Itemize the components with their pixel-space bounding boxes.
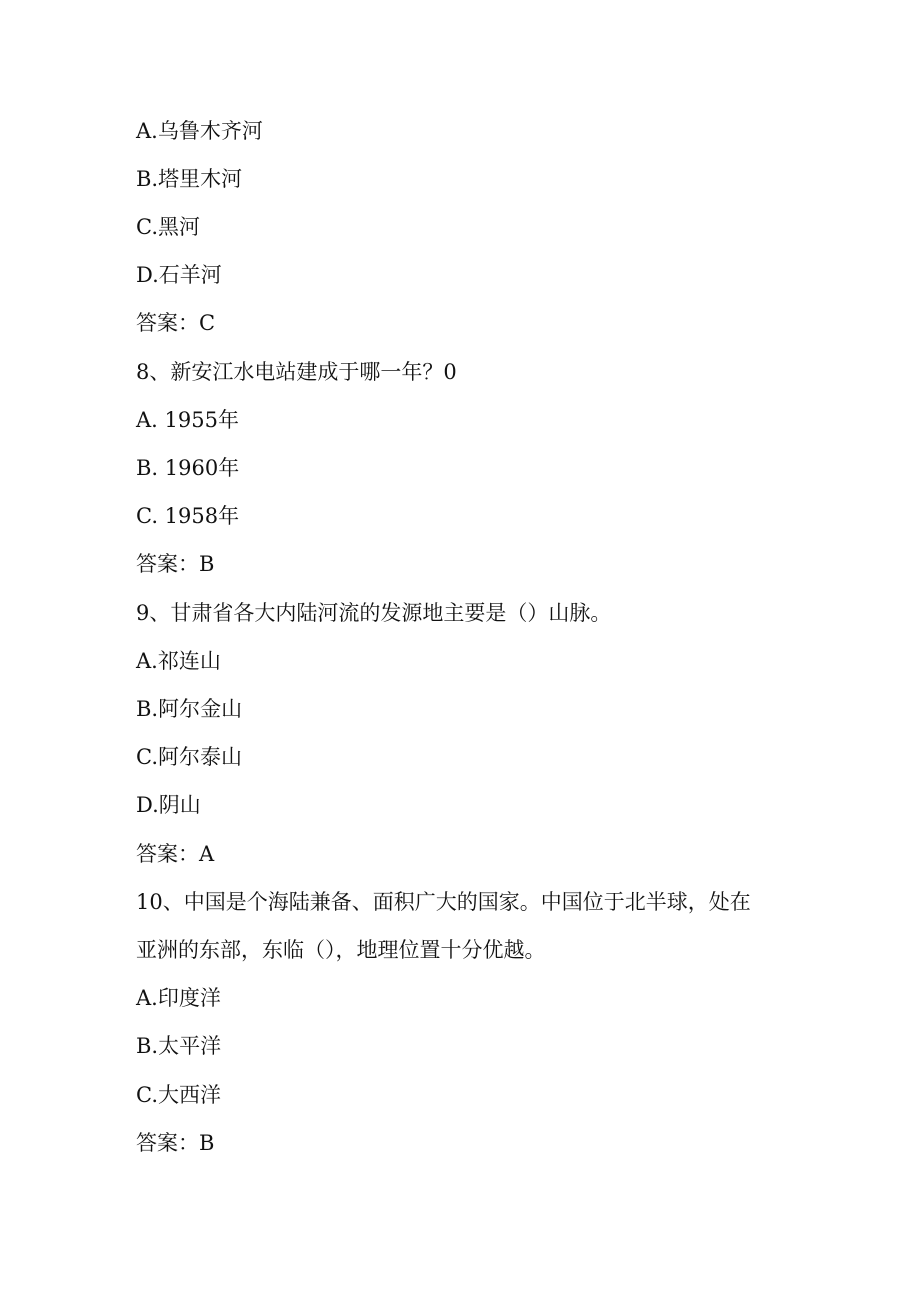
q8-question: 8、新安江水电站建成于哪一年？0 <box>136 360 457 384</box>
q7-option-d: D.石羊河 <box>136 263 222 287</box>
q9-option-d: D.阴山 <box>136 793 201 817</box>
q9-option-c: C.阿尔泰山 <box>136 745 242 769</box>
q7-option-a: A.乌鲁木齐河 <box>136 119 263 143</box>
q8-option-b: B. 1960年 <box>136 456 240 480</box>
q9-answer: 答案：A <box>136 842 215 866</box>
q10-option-a: A.印度洋 <box>136 986 221 1010</box>
q10-option-b: B.太平洋 <box>136 1034 222 1058</box>
q8-option-c: C. 1958年 <box>136 504 240 528</box>
q10-answer: 答案：B <box>136 1131 215 1155</box>
q10-option-c: C.大西洋 <box>136 1083 221 1107</box>
q9-option-a: A.祁连山 <box>136 649 221 673</box>
q7-option-c: C.黑河 <box>136 215 200 239</box>
q8-answer: 答案：B <box>136 552 215 576</box>
q9-question: 9、甘肃省各大内陆河流的发源地主要是（）山脉。 <box>136 601 612 625</box>
q8-option-a: A. 1955年 <box>136 408 239 432</box>
q9-option-b: B.阿尔金山 <box>136 697 243 721</box>
q7-option-b: B.塔里木河 <box>136 167 243 191</box>
q10-question-line-1: 10、中国是个海陆兼备、面积广大的国家。中国位于北半球，处在 <box>136 890 751 914</box>
q7-answer: 答案：C <box>136 311 216 335</box>
q10-question-line-2: 亚洲的东部，东临（），地理位置十分优越。 <box>136 938 546 962</box>
